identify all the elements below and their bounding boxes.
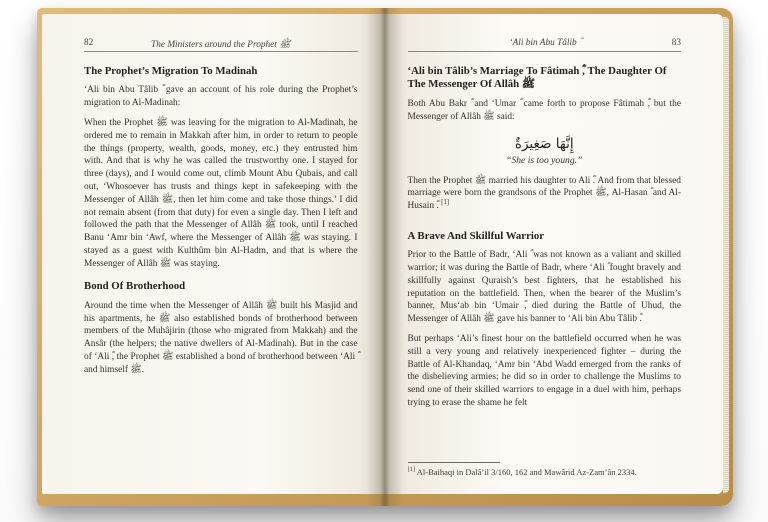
paragraph-marriage: [408, 175, 682, 213]
footnote-text: Al-Baihaqi in Dalâ’il 3/160, 162 and Mawârid Az-Zam’ân 2334.: [415, 466, 637, 477]
right-running-head: ‘Ali bin Abu Tâlib ؓ: [509, 38, 580, 48]
arabic-quote: إِنَّهَا صَغِيرَةٌ: [514, 135, 574, 152]
heading-marriage: ‘Ali bin Tâlib’s Marriage To Fâtimah ؓ, The Daughter Of The Messenger Of Allâh ﷺ: [407, 65, 667, 91]
left-running-head: The Ministers around the Prophet ﷺ: [151, 40, 291, 50]
page-stack-edge: [723, 17, 729, 493]
heading-warrior: A Brave And Skillful Warrior: [407, 229, 545, 242]
right-page: [383, 14, 724, 494]
heading-migration: The Prophet’s Migration To Madinah: [84, 65, 258, 77]
footnote-marker: [1]: [407, 466, 416, 474]
book-pages: [42, 14, 723, 494]
left-page: [42, 14, 383, 494]
paragraph-migration-account: When the Prophet ﷺ was leaving for the migration to Al-Madinah, he ordered me to remain in Makkah after him, in order to return to people the things (property, wealth, goods, money, etc.) they entrusted him with. And that is why he was called the trustworthy one. I stayed for three (days), and I would come out, climb Mount Abu Qubais, and call out, ‘Whosoever has trusts and things kept in safekeeping with the Messenger of Allâh ﷺ, then let him come and take those things.’ I did not remain absent (from that duty) for even a single day. Then I left and followed the path that the Messenger of Allâh ﷺ took, until I reached Banu ‘Amr bin ‘Awf, where the Messenger of Allâh ﷺ was staying. I stayed as a guest with Kulthûm bin Al-Hadm, and that is where the Messenger of Allâh ﷺ was staying.: [84, 118, 358, 269]
footnote: [408, 462, 682, 478]
right-page-number: 83: [671, 38, 681, 48]
footnote-reference: [1]: [441, 198, 450, 206]
paragraph-khandaq: But perhaps ‘Ali’s finest hour on the battlefield occurred when he was still a very young and relatively inexperienced fighter – during the Battle of Al-Khandaq, ‘Amr bin ‘Abd Wadd emerged from the ranks of the disbelieving armies; he did so in order to challenge the Muslims to send one of their skilled warriors to engage in a duel with him, perhaps trying to erase the shame he felt: [407, 334, 681, 408]
paragraph-migration-intro: ‘Ali bin Abu Tâlib ؓ gave an account of his role during the Prophet’s migration to Al-Madinah:: [84, 85, 358, 109]
left-page-header: [84, 38, 358, 52]
paragraph-brotherhood: Around the time when the Messenger of Allâh ﷺ built his Masjid and his apartments, he ﷺ also established bonds of brotherhood between members of the Muhâjirin (those who migrated from Makkah) and the Ansâr (the helpers; the native dwellers of Al-Madinah). But in the case of ‘Ali ؓ, the Prophet ﷺ established a bond of brotherhood between ‘Ali ؓ and himself ﷺ.: [84, 300, 358, 375]
left-page-number: 82: [84, 38, 94, 48]
heading-brotherhood: Bond Of Brotherhood: [84, 280, 186, 293]
paragraph-badr: Prior to the Battle of Badr, ‘Ali ؓ was not known as a valiant and skilled warrior; it was during the Battle of Badr, where ‘Ali ؓ fought bravely and skillfully against Quraish’s best fighters, that he established his reputation on the battlefield. Then, when the bearer of the Muslim’s banner, Mus‘ab bin ‘Umair ؓ, died during the Battle of Uhud, the Messenger of Allâh ﷺ gave his banner to ‘Ali bin Abu Tâlib ؓ.: [407, 250, 681, 325]
footnote-separator: [408, 462, 500, 463]
quote-translation: “She is too young.”: [506, 154, 583, 166]
right-page-header: [408, 38, 682, 52]
paragraph-proposal: Both Abu Bakr ؓ and ‘Umar ؓ came forth to propose Fâtimah ؓ, but the Messenger of Allâh ﷺ said:: [407, 98, 681, 122]
open-book: [37, 8, 733, 506]
paragraph-marriage-text: Then the Prophet ﷺ married his daughter to Ali ؓ. And from that blessed marriage were born the grandsons of the Prophet ﷺ, Al-Hasan ؓ and Al-Husain ؓ.: [407, 175, 681, 212]
